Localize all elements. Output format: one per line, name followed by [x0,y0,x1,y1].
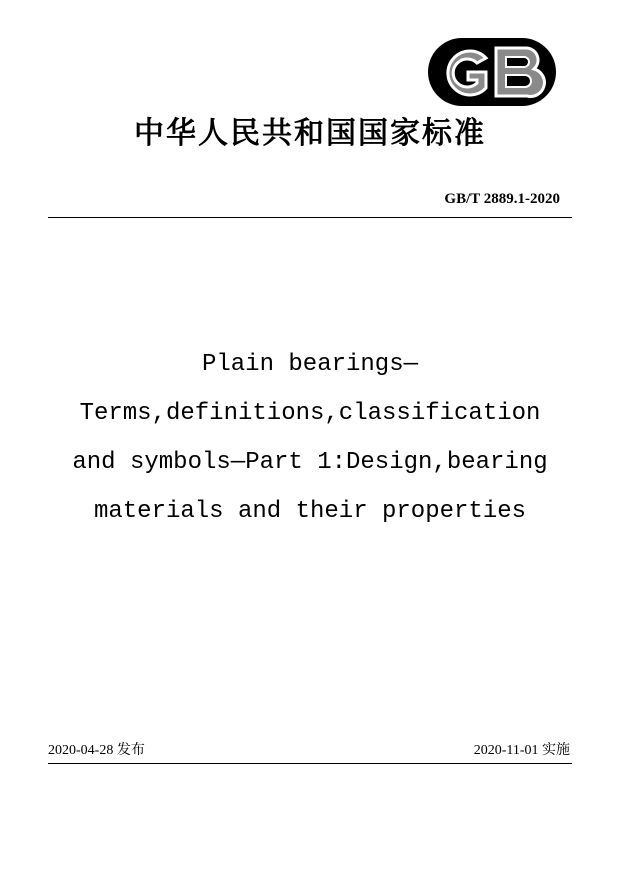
footer-divider [48,763,572,764]
country-standard-title: 中华人民共和国国家标准 [134,116,486,151]
header-divider [48,217,572,218]
document-title-line: materials and their properties [93,498,527,525]
document-title-line: Terms,definitions,classification [79,400,541,427]
standard-number: GB/T 2889.1-2020 [444,191,560,207]
gb-standard-logo-icon [428,38,556,106]
publish-date: 2020-04-28 发布 [48,743,145,758]
document-title-line: Plain bearings— [201,351,419,378]
document-title [20,340,600,536]
document-title-line: and symbols—Part 1:Design,bearing [72,449,548,476]
implementation-date: 2020-11-01 实施 [473,743,570,758]
